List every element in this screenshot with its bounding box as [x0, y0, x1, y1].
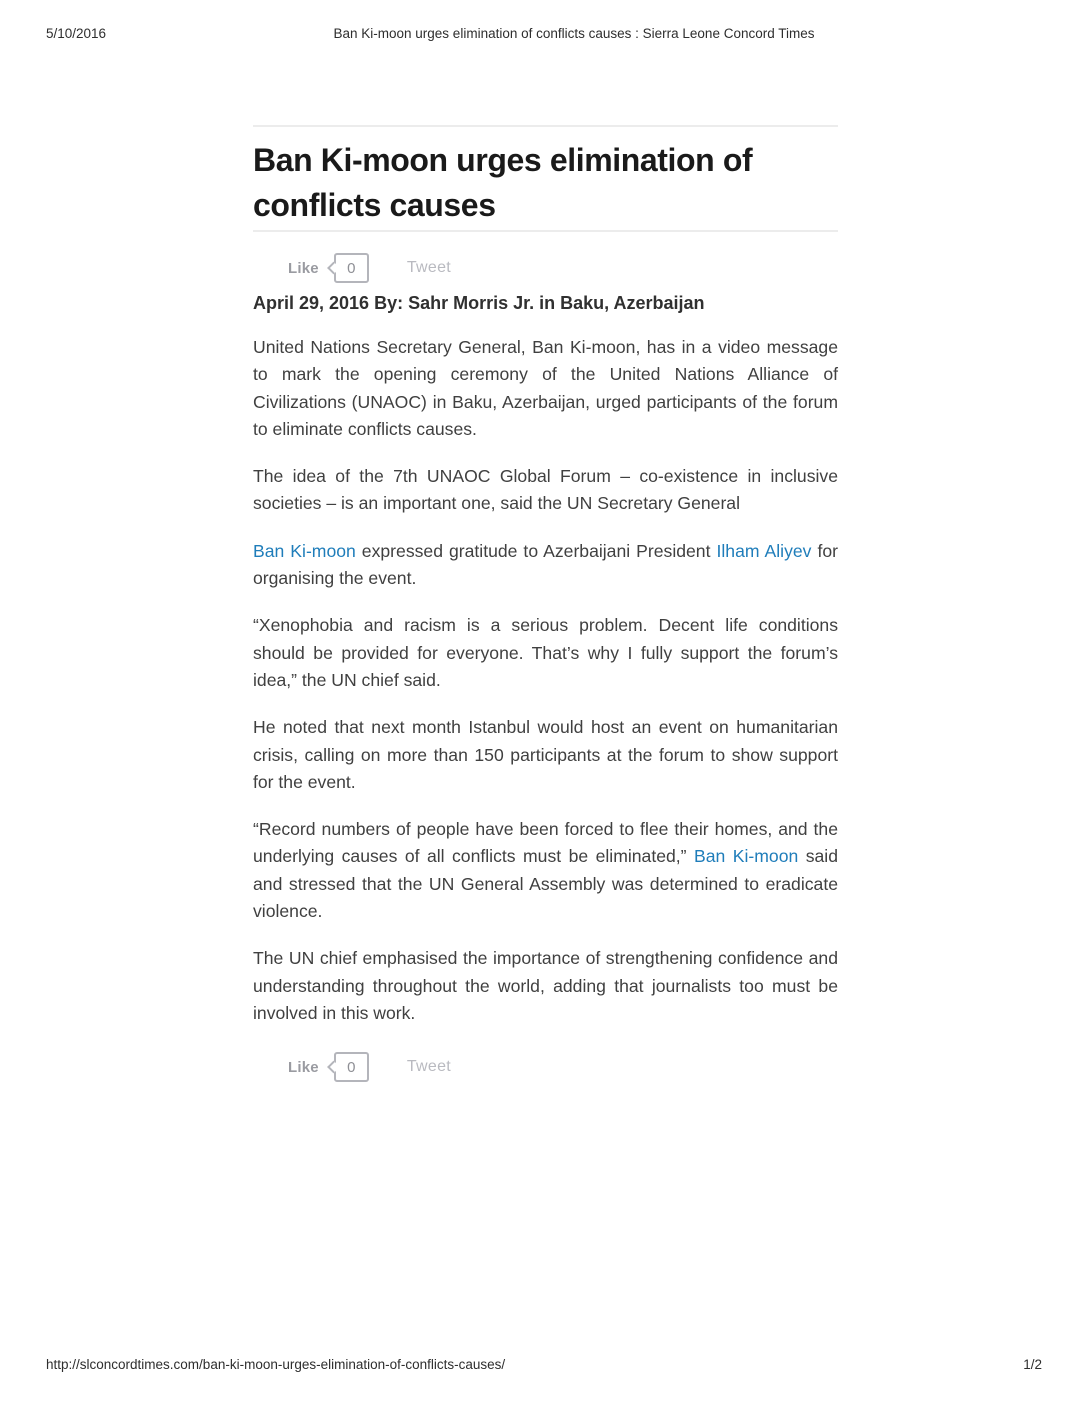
article-content	[253, 125, 838, 1083]
like-count-bubble	[334, 1052, 369, 1082]
facebook-like-button[interactable]	[288, 253, 369, 283]
like-count-bubble	[334, 253, 369, 283]
speech-bubble-notch-icon	[327, 1061, 340, 1074]
paragraph-text: He noted that next month Istanbul would host an event on humanitarian crisis, calling on more than 150 participants at the forum to show support for the event.	[253, 717, 838, 792]
paragraph-7	[253, 945, 838, 1027]
paragraph-text: The UN chief emphasised the importance of strengthening confidence and understanding throughout the world, adding that journalists too must be involved in this work.	[253, 948, 838, 1023]
link-ban-ki-moon[interactable]: Ban Ki-moon	[694, 846, 799, 867]
paragraph-text: said and stressed that the UN General Assembly was determined to eradicate violence.	[253, 846, 839, 922]
paragraph-2	[253, 463, 838, 518]
paragraph-text: “Record numbers of people have been forced to flee their homes, and the underlying causes of all conflicts must be eliminated,”	[253, 819, 838, 867]
tweet-button[interactable]: Tweet	[406, 1058, 452, 1076]
social-buttons-top	[288, 252, 838, 284]
like-label: Like	[288, 259, 319, 277]
paragraph-text: The idea of the 7th UNAOC Global Forum – co-existence in inclusive societies – is an important one, said the UN Secretary General	[253, 466, 838, 514]
like-count: 0	[347, 259, 356, 277]
link-ban-ki-moon[interactable]: Ban Ki-moon	[253, 540, 356, 561]
speech-bubble-notch-icon	[327, 262, 340, 275]
article-title: Ban Ki-moon urges elimination of conflicts causes	[253, 142, 753, 223]
link-ilham-aliyev[interactable]: Ilham Aliyev	[716, 540, 812, 561]
like-label: Like	[288, 1058, 319, 1076]
paragraph-6	[253, 816, 838, 925]
divider-above-title	[253, 125, 838, 127]
print-footer-url: http://slconcordtimes.com/ban-ki-moon-urges-elimination-of-conflicts-causes/	[46, 1357, 506, 1372]
print-header-date: 5/10/2016	[46, 26, 107, 41]
paragraph-4	[253, 612, 838, 694]
paragraph-text: for organising the event.	[253, 540, 838, 589]
paragraph-text: expressed gratitude to Azerbaijani President	[355, 540, 717, 561]
tweet-button[interactable]: Tweet	[406, 259, 452, 276]
paragraph-text: United Nations Secretary General, Ban Ki-moon, has in a video message to mark the opening ceremony of the United Nations Alliance of Civilizations (UNAOC) in Baku, Azerbaijan, urged participants of the forum to eliminate conflicts causes.	[253, 337, 838, 439]
paragraph-5	[253, 714, 838, 796]
divider-below-title	[253, 230, 838, 232]
like-count: 0	[347, 1058, 356, 1076]
facebook-like-button[interactable]	[288, 1052, 369, 1082]
print-header-title: Ban Ki-moon urges elimination of conflicts causes : Sierra Leone Concord Times	[333, 26, 815, 41]
print-footer	[46, 1357, 1042, 1375]
print-footer-page-number: 1/2	[1023, 1357, 1042, 1372]
print-header	[46, 26, 1042, 44]
paragraph-text: “Xenophobia and racism is a serious problem. Decent life conditions should be provided for everyone. That’s why I fully support the forum’s idea,” the UN chief said.	[253, 615, 838, 690]
paragraph-1	[253, 334, 838, 443]
social-buttons-bottom	[288, 1051, 838, 1083]
paragraph-3	[253, 538, 838, 593]
article-byline: April 29, 2016 By: Sahr Morris Jr. in Baku, Azerbaijan	[253, 293, 705, 313]
